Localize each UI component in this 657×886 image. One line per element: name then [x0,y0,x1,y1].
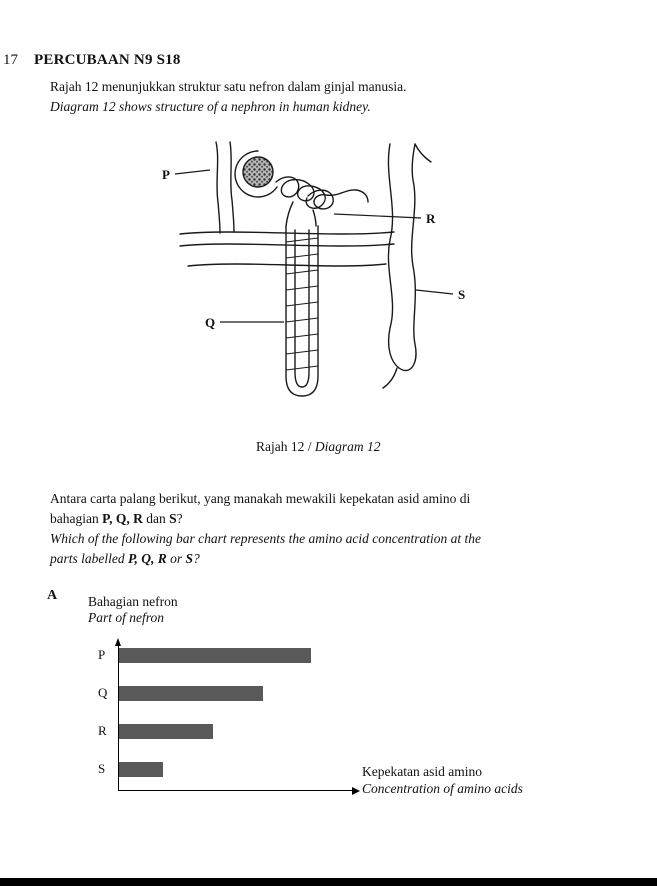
question-malay-line2: bahagian P, Q, R dan S? [50,510,183,526]
chart-area [88,638,628,796]
loop-hatching [286,238,318,370]
x-axis-label [362,764,523,797]
bottom-edge-bar [0,878,657,886]
chart-title [88,594,628,627]
question-header [0,0,657,69]
question-malay-line1: Antara carta palang berikut, yang manakah mewakili kepekatan asid amino di [50,490,471,506]
x-axis-label-malay: Kepekatan asid amino [362,764,482,780]
diagram-label-p: P [162,166,170,182]
intro-text [50,77,657,118]
nephron-vessels [180,142,431,396]
diagram-label-s: S [458,286,466,302]
option-a-section [0,588,657,854]
option-letter: A [47,587,58,603]
label-line-s [416,290,453,294]
nephron-diagram [158,138,478,418]
bar-category-label: R [98,723,107,739]
glomerulus [243,157,273,187]
bar-category-label: S [98,761,106,777]
bar-rows [88,646,311,798]
bar-chart [88,593,628,796]
diagram-label-q: Q [205,314,216,330]
caption-english: Diagram 12 [314,438,381,454]
x-axis [118,790,353,791]
diagram-label-r: R [426,210,436,226]
question-english-line2: parts labelled P, Q, R or S? [50,551,200,567]
question-number: 17 [3,52,18,68]
bar-category-label: Q [98,685,108,701]
bar-category-label: P [98,647,106,663]
label-line-p [175,170,210,174]
bar [119,762,163,777]
bar [119,686,263,701]
bar [119,648,311,663]
label-line-r [334,214,421,218]
x-axis-arrow [352,787,360,795]
bar [119,724,213,739]
intro-malay: Rajah 12 menunjukkan struktur satu nefron dalam ginjal manusia. [50,79,407,94]
figure-caption [256,439,657,455]
intro-english: Diagram 12 shows structure of a nephron in human kidney. [50,99,371,115]
bar-row [88,646,311,684]
bar-row [88,684,311,722]
x-axis-label-english: Concentration of amino acids [362,780,523,796]
caption-malay: Rajah 12 / [256,438,315,454]
chart-title-malay: Bahagian nefron [88,593,178,609]
question-text [50,489,657,570]
question-english-line1: Which of the following bar chart represents the amino acid concentration at the [50,531,481,546]
chart-title-english: Part of nefron [88,609,164,625]
bar-row [88,722,311,760]
bar-row [88,760,311,798]
y-axis-arrow [115,638,121,646]
paper-title: PERCUBAAN N9 S18 [34,52,181,68]
nephron-figure [158,138,488,423]
